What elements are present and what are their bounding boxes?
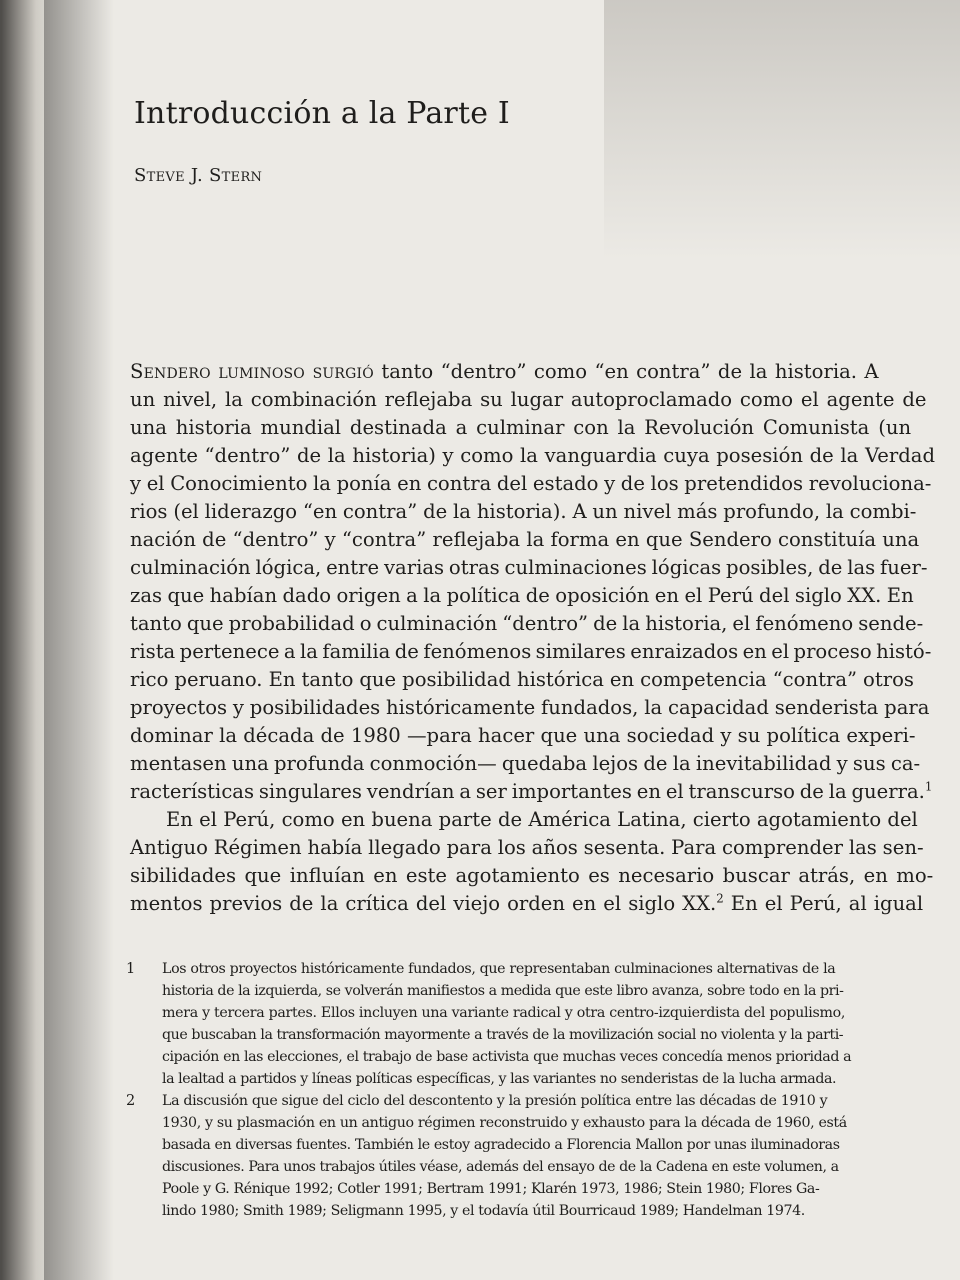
footnote-line: Poole y G. Rénique 1992; Cotler 1991; Bertram 1991; Klarén 1973, 1986; Stein 1980; Flores Ga- (162, 1181, 820, 1197)
body-line: Sendero luminoso surgió tanto “dentro” como “en contra” de la historia. A (130, 360, 879, 383)
footnotes (126, 958, 870, 1222)
gutter-shadow (44, 0, 114, 1280)
body-line: un nivel, la combinación reflejaba su lugar autoproclamado como el agente de (130, 388, 927, 411)
footnote-line: que buscaban la transformación mayormente a través de la movilización social no violenta y la parti- (162, 1027, 844, 1043)
footnote-number: 2 (126, 1093, 136, 1109)
body-line: dominar la década de 1980 —para hacer que una sociedad y su política experi- (130, 724, 916, 747)
footnote-line: mera y tercera partes. Ellos incluyen una variante radical y otra centro-izquierdista del populismo, (162, 1005, 846, 1021)
body-line: culminación lógica, entre varias otras culminaciones lógicas posibles, de las fuer- (130, 556, 928, 579)
body-line: rios (el liderazgo “en contra” de la historia). A un nivel más profundo, la combi- (130, 500, 917, 523)
body-line: y el Conocimiento la ponía en contra del estado y de los pretendidos revoluciona- (130, 472, 932, 495)
footnote-line: cipación en las elecciones, el trabajo de base activista que muchas veces concedía menos prioridad a (162, 1049, 852, 1065)
body-line: una historia mundial destinada a culminar con la Revolución Comunista (un (130, 416, 912, 439)
footnote-1 (126, 958, 870, 1090)
footnote-line: La discusión que sigue del ciclo del descontento y la presión política entre las décadas de 1910 y (162, 1093, 828, 1109)
body-line: racterísticas singulares vendrían a ser importantes en el transcurso de la guerra.$^1$ (130, 779, 933, 803)
footnote-line: discusiones. Para unos trabajos útiles véase, además del ensayo de de la Cadena en este volumen, a (162, 1159, 839, 1175)
body-line: proyectos y posibilidades históricamente fundados, la capacidad senderista para (130, 696, 930, 719)
footnote-body (162, 958, 870, 1090)
chapter-author: Steve J. Stern (134, 165, 263, 186)
lead-in-small-caps: Sendero luminoso surgió (130, 360, 374, 383)
body-line: zas que habían dado origen a la política de oposición en el Perú del siglo XX. En (130, 584, 914, 607)
footnote-body (162, 1090, 870, 1222)
body-text (130, 358, 936, 918)
footnote-number: 1 (126, 961, 136, 977)
footnote-2 (126, 1090, 870, 1222)
footnote-line: lindo 1980; Smith 1989; Seligmann 1995, y el todavía útil Bourricaud 1989; Handelman 1974. (162, 1203, 805, 1219)
body-line: En el Perú, como en buena parte de América Latina, cierto agotamiento del (166, 808, 918, 831)
body-line: agente “dentro” de la historia) y como la vanguardia cuya posesión de la Verdad (130, 444, 936, 467)
body-line: sibilidades que influían en este agotamiento es necesario buscar atrás, en mo- (130, 864, 934, 887)
footnote-line: basada en diversas fuentes. También le estoy agradecido a Florencia Mallon por unas iluminadoras (162, 1137, 840, 1153)
footnote-ref-1[interactable]: 1 (924, 779, 933, 794)
footnote-line: Los otros proyectos históricamente fundados, que representaban culminaciones alternativas de la (162, 961, 836, 977)
footnote-ref-2[interactable]: 2 (716, 891, 724, 906)
body-line: Antiguo Régimen había llegado para los años sesenta. Para comprender las sen- (130, 836, 924, 859)
chapter-title: Introducción a la Parte I (134, 96, 510, 131)
footnote-line: historia de la izquierda, se volverán manifiestos a medida que este libro avanza, sobre todo en la pri- (162, 983, 844, 999)
body-line: tanto que probabilidad o culminación “dentro” de la historia, el fenómeno sende- (130, 612, 924, 635)
body-line: rista pertenece a la familia de fenómenos similares enraizados en el proceso histó- (130, 640, 932, 663)
facing-page-shadow (604, 0, 960, 260)
body-line: rico peruano. En tanto que posibilidad histórica en competencia “contra” otros (130, 668, 914, 691)
body-line: mentos previos de la crítica del viejo orden en el siglo XX.$^2$ En el Perú, al igual (130, 891, 924, 915)
footnote-line: 1930, y su plasmación en un antiguo régimen reconstruido y exhausto para la década de 1960, está (162, 1115, 847, 1131)
body-line: mentasen una profunda conmoción— quedaba lejos de la inevitabilidad y sus ca- (130, 752, 921, 775)
footnote-line: la lealtad a partidos y líneas políticas específicas, y las variantes no senderistas de la lucha armada. (162, 1071, 837, 1087)
body-line: nación de “dentro” y “contra” reflejaba la forma en que Sendero constituía una (130, 528, 920, 551)
